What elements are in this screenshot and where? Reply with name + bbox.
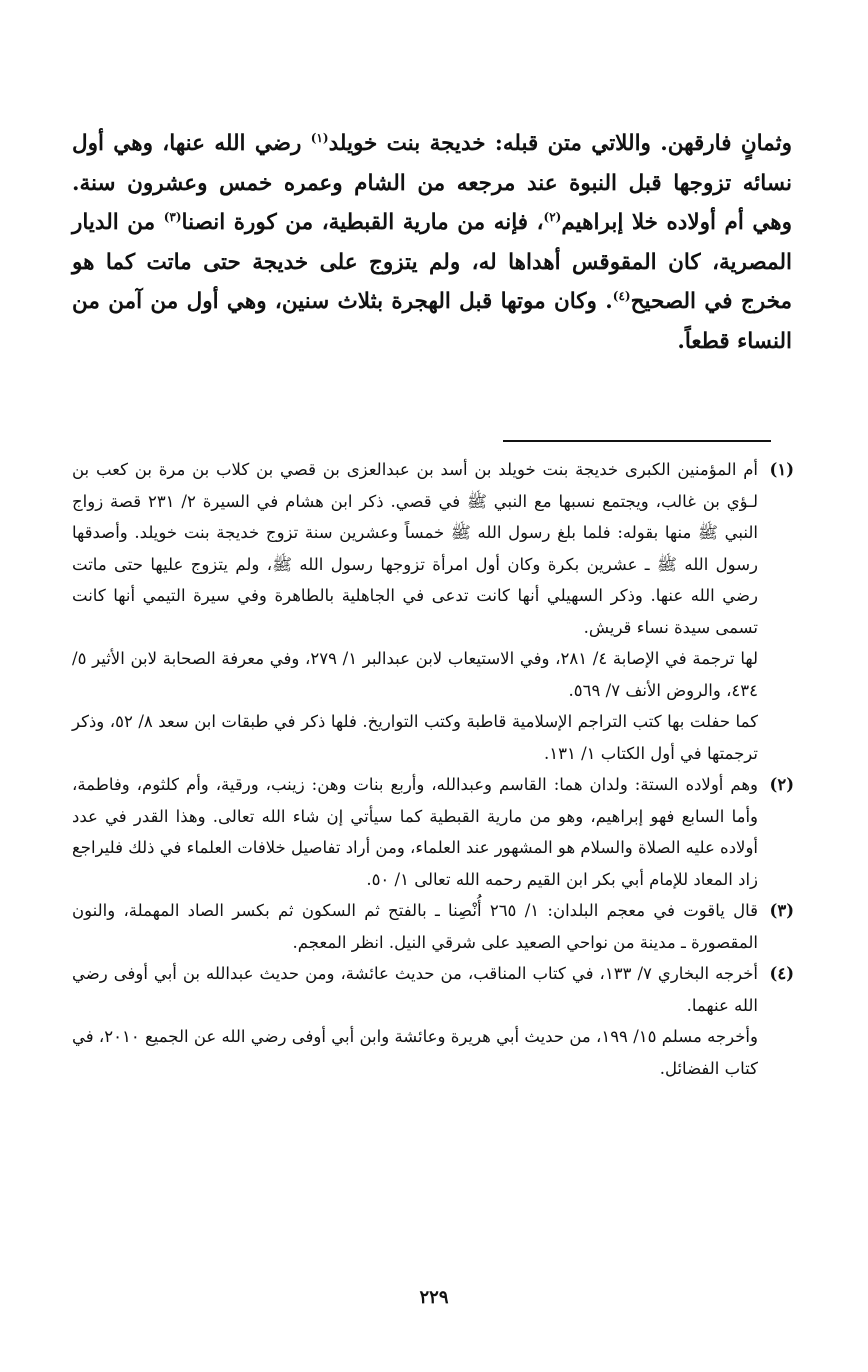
main-text-run: رضي الله عنها، وهي أول نسائه تزوجها قبل النبوة عند مرجعه من الشام وعمره خمس وعشرون سنة. وهي أم أولاده خلا إبراهيم xyxy=(72,131,792,235)
footnote-paragraph: قال ياقوت في معجم البلدان: ١/ ٢٦٥ أُنْصِنا ـ بالفتح ثم السكون ثم بكسر الصاد المهملة، والنون المقصورة ـ مدينة من نواحي الصعيد على شرقي النيل. انظر المعجم. xyxy=(72,901,758,952)
footnote-2 xyxy=(72,769,794,895)
footnote-number: (٢) xyxy=(769,775,794,794)
footnote-number: (٤) xyxy=(769,964,794,983)
footnote-paragraph: وأخرجه مسلم ١٥/ ١٩٩، من حديث أبي هريرة وعائشة وابن أبي أوفى رضي الله عن الجميع ٢٠١٠، في كتاب الفضائل. xyxy=(72,1027,758,1078)
main-text-run: وثمانٍ فارقهن. واللاتي متن قبله: خديجة بنت خويلد xyxy=(328,131,792,156)
page-number: ٢٢٩ xyxy=(419,1287,449,1308)
footnote-paragraph: لها ترجمة في الإصابة ٤/ ٢٨١، وفي الاستيعاب لابن عبدالبر ١/ ٢٧٩، وفي معرفة الصحابة لابن الأثير ٥/ ٤٣٤، والروض الأنف ٧/ ٥٦٩. xyxy=(72,649,758,700)
footnote-4 xyxy=(72,958,794,1084)
footnote-number: (٣) xyxy=(769,901,794,920)
main-text-run: . وكان موتها قبل الهجرة بثلاث سنين، وهي أول من آمن من النساء قطعاً. xyxy=(72,289,792,354)
footnotes-section xyxy=(72,454,794,1084)
main-paragraph xyxy=(72,124,792,361)
footnote-3 xyxy=(72,895,794,958)
footnote-separator-rule xyxy=(503,440,771,442)
footnote-number: (١) xyxy=(769,460,794,479)
footnote-paragraph: كما حفلت بها كتب التراجم الإسلامية قاطبة وكتب التواريخ. فلها ذكر في طبقات ابن سعد ٨/ ٥٢، وذكر ترجمتها في أول الكتاب ١/ ١٣١. xyxy=(72,712,758,763)
footnote-marker: (٣) xyxy=(163,209,182,224)
main-text-run: من الديار المصرية، كان المقوقس أهداها له، ولم يتزوج على خديجة حتى ماتت كما هو مخرج في الصحيح xyxy=(72,210,792,314)
footnote-paragraph: وهم أولاده الستة: ولدان هما: القاسم وعبدالله، وأربع بنات وهن: زينب، ورقية، وأم كلثوم، وفاطمة، وأما السابع فهو إبراهيم، وهو من مارية القبطية كما سيأتي إن شاء الله تعالى. وهذا القدر في عدد أولاده عليه الصلاة والسلام هو المشهور عند العلماء، ومن أراد تفاصيل خلافات العلماء في ذلك فليراجع زاد المعاد للإمام أبي بكر ابن القيم رحمه الله تعالى ١/ ٥٠. xyxy=(72,775,758,889)
footnote-paragraph: أخرجه البخاري ٧/ ١٣٣، في كتاب المناقب، من حديث عائشة، ومن حديث عبدالله بن أبي أوفى رضي الله عنهما. xyxy=(72,964,759,1015)
footnote-marker: (٢) xyxy=(543,209,562,224)
footnote-1 xyxy=(72,454,794,769)
footnote-marker: (٤) xyxy=(612,288,631,303)
footnote-marker: (١) xyxy=(310,130,329,145)
footnote-paragraph: أم المؤمنين الكبرى خديجة بنت خويلد بن أسد بن عبدالعزى بن قصي بن كلاب بن مرة بن كعب بن لـؤي بن غالب، ويجتمع نسبها مع النبي ﷺ في قصي. ذكر ابن هشام في السيرة ٢/ ٢٣١ قصة زواج النبي ﷺ منها بقوله: فلما بلغ رسول الله ﷺ خمساً وعشرين سنة تزوج خديجة بنت خويلد. وأصدقها رسول الله ﷺ ـ عشرين بكرة وكان أول امرأة تزوجها رسول الله ﷺ، ولم يتزوج عليها حتى ماتت رضي الله عنها. وذكر السهيلي أنها كانت تدعى في الجاهلية بالطاهرة وفي سيرة التيمي أنها كانت تسمى سيدة نساء قريش. xyxy=(72,460,759,637)
main-text-run: ، فإنه من مارية القبطية، من كورة انصنا xyxy=(181,210,544,235)
main-text-block xyxy=(72,124,792,361)
